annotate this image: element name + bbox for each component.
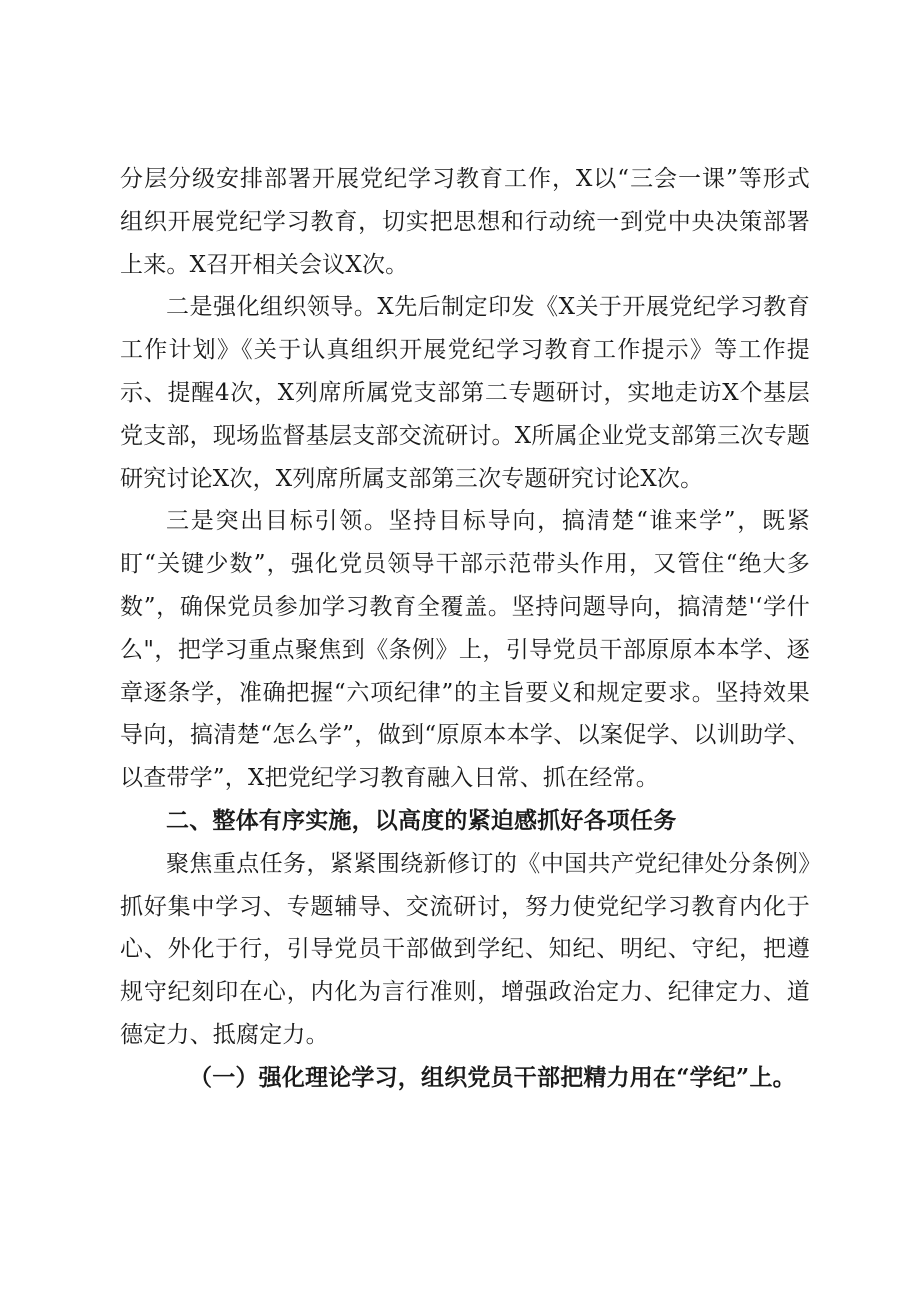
document-body: [120, 158, 810, 1100]
sub-heading: （一）强化理论学习，组织党员干部把精力用在“学纪”上。: [189, 1063, 796, 1091]
section-heading: 二、整体有序实施，以高度的紧迫感抓好各项任务: [166, 807, 677, 834]
paragraph-target-guidance: 三是突出目标引领。坚持目标导向，搞清楚“谁来学”，既紧盯“关键少数”，强化党员领导干部示范带头作用，又管住“绝大多数”，确保党员参加学习教育全覆盖。坚持问题导向，搞清楚'‘学什么"，把学习重点聚焦到《条例》上，引导党员干部原原本本学、逐章逐条学，准确把握“六项纪律”的主旨要义和规定要求。坚持效果导向，搞清楚“怎么学”，做到“原原本本学、以案促学、以训助学、以查带学”，X把党纪学习教育融入日常、抓在经常。: [120, 508, 810, 792]
paragraph-continued: 分层分级安排部署开展党纪学习教育工作，X以“三会一课”等形式组织开展党纪学习教育，切实把思想和行动统一到党中央决策部署上来。X召开相关会议X次。: [120, 166, 810, 278]
paragraph-key-tasks: 聚焦重点任务，紧紧围绕新修订的《中国共产党纪律处分条例》抓好集中学习、专题辅导、交流研讨，努力使党纪学习教育内化于心、外化于行，引导党员干部做到学纪、知纪、明纪、守纪，把遵规守纪刻印在心，内化为言行准则，增强政治定力、纪律定力、道德定力、抵腐定力。: [120, 850, 810, 1048]
paragraph-organization-leadership: 二是强化组织领导。X先后制定印发《X关于开展党纪学习教育工作计划》《关于认真组织开展党纪学习教育工作提示》等工作提示、提醒4次，X列席所属党支部第二专题研讨，实地走访X个基层党支部，现场监督基层支部交流研讨。X所属企业党支部第三次专题研究讨论X次，X列席所属支部第三次专题研究讨论X次。: [120, 294, 810, 492]
